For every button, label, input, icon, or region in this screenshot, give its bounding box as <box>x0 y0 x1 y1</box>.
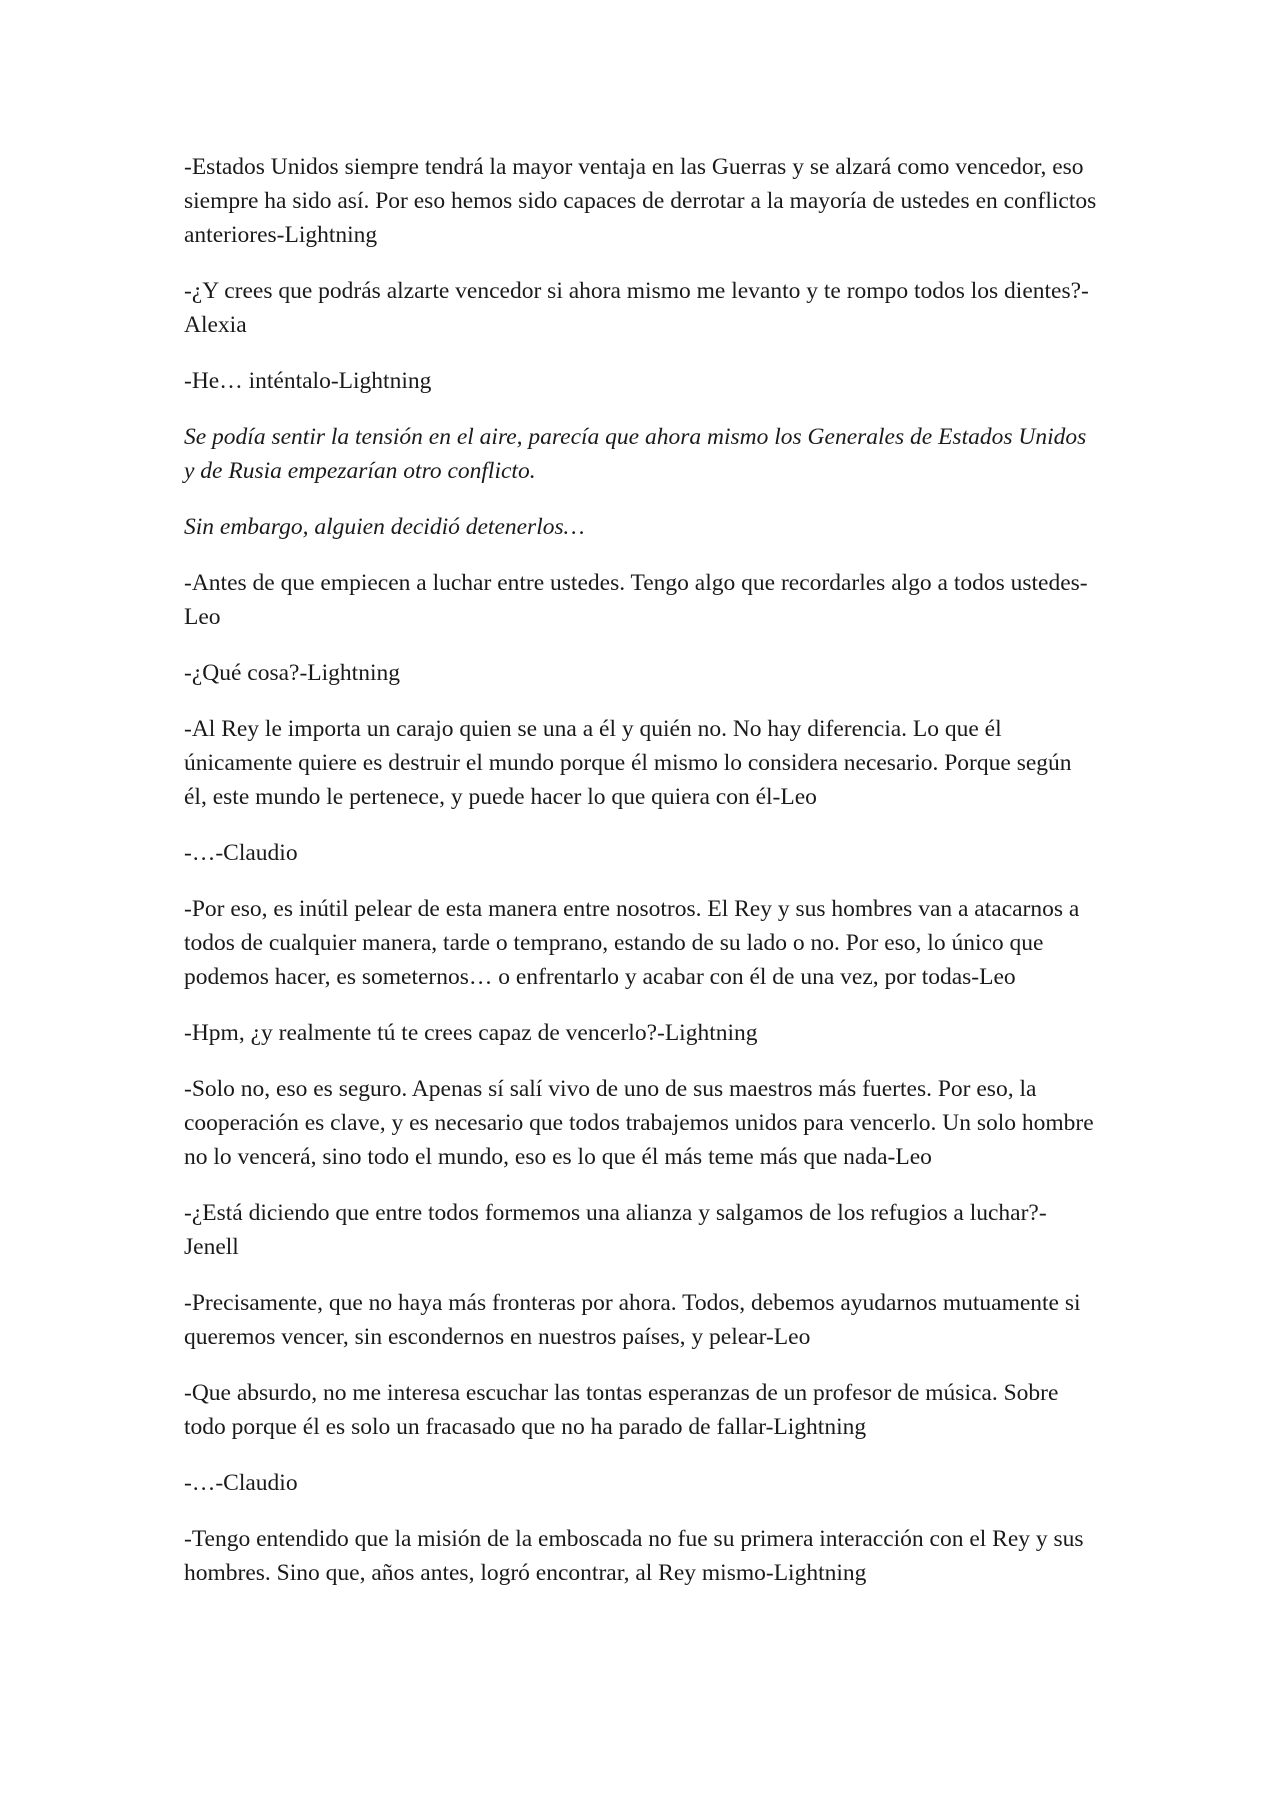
paragraph: -¿Qué cosa?-Lightning <box>184 660 400 686</box>
paragraph: -Solo no, eso es seguro. Apenas sí salí vivo de uno de sus maestros más fuertes. Por eso, la cooperación es clave, y es necesario que todos trabajemos unidos para vencerlo. Un solo hombre no lo vencerá, sino todo el mundo, eso es lo que él más teme más que nada-Leo <box>184 1076 1094 1170</box>
paragraph: -Antes de que empiecen a luchar entre ustedes. Tengo algo que recordarles algo a todos ustedes-Leo <box>184 570 1088 630</box>
paragraph: -…-Claudio <box>184 1470 298 1496</box>
paragraph: -Que absurdo, no me interesa escuchar las tontas esperanzas de un profesor de música. Sobre todo porque él es solo un fracasado que no ha parado de fallar-Lightning <box>184 1380 1059 1440</box>
paragraph: -…-Claudio <box>184 840 298 866</box>
paragraph: -Al Rey le importa un carajo quien se una a él y quién no. No hay diferencia. Lo que él únicamente quiere es destruir el mundo porque él mismo lo considera necesario. Porque según él, este mundo le pertenece, y puede hacer lo que quiera con él-Leo <box>184 716 1072 810</box>
paragraph: -Por eso, es inútil pelear de esta manera entre nosotros. El Rey y sus hombres van a atacarnos a todos de cualquier manera, tarde o temprano, estando de su lado o no. Por eso, lo único que podemos hacer, es someternos… o enfrentarlo y acabar con él de una vez, por todas-Leo <box>184 896 1080 990</box>
paragraph: -¿Y crees que podrás alzarte vencedor si ahora mismo me levanto y te rompo todos los dientes?-Alexia <box>184 278 1089 338</box>
paragraph: -¿Está diciendo que entre todos formemos una alianza y salgamos de los refugios a luchar?-Jenell <box>184 1200 1047 1260</box>
paragraph: Sin embargo, alguien decidió detenerlos… <box>184 514 585 540</box>
paragraph: -Tengo entendido que la misión de la emboscada no fue su primera interacción con el Rey y sus hombres. Sino que, años antes, logró encontrar, al Rey mismo-Lightning <box>184 1526 1084 1586</box>
paragraph: -Estados Unidos siempre tendrá la mayor ventaja en las Guerras y se alzará como vencedor, eso siempre ha sido así. Por eso hemos sido capaces de derrotar a la mayoría de ustedes en conflictos anteriores-Lightning <box>184 154 1097 248</box>
paragraph: Se podía sentir la tensión en el aire, parecía que ahora mismo los Generales de Estados Unidos y de Rusia empezarían otro conflicto. <box>184 424 1087 484</box>
paragraph: -Hpm, ¿y realmente tú te crees capaz de vencerlo?-Lightning <box>184 1020 758 1046</box>
paragraph: -Precisamente, que no haya más fronteras por ahora. Todos, debemos ayudarnos mutuamente si queremos vencer, sin escondernos en nuestros países, y pelear-Leo <box>184 1290 1081 1350</box>
paragraph: -He… inténtalo-Lightning <box>184 368 432 394</box>
